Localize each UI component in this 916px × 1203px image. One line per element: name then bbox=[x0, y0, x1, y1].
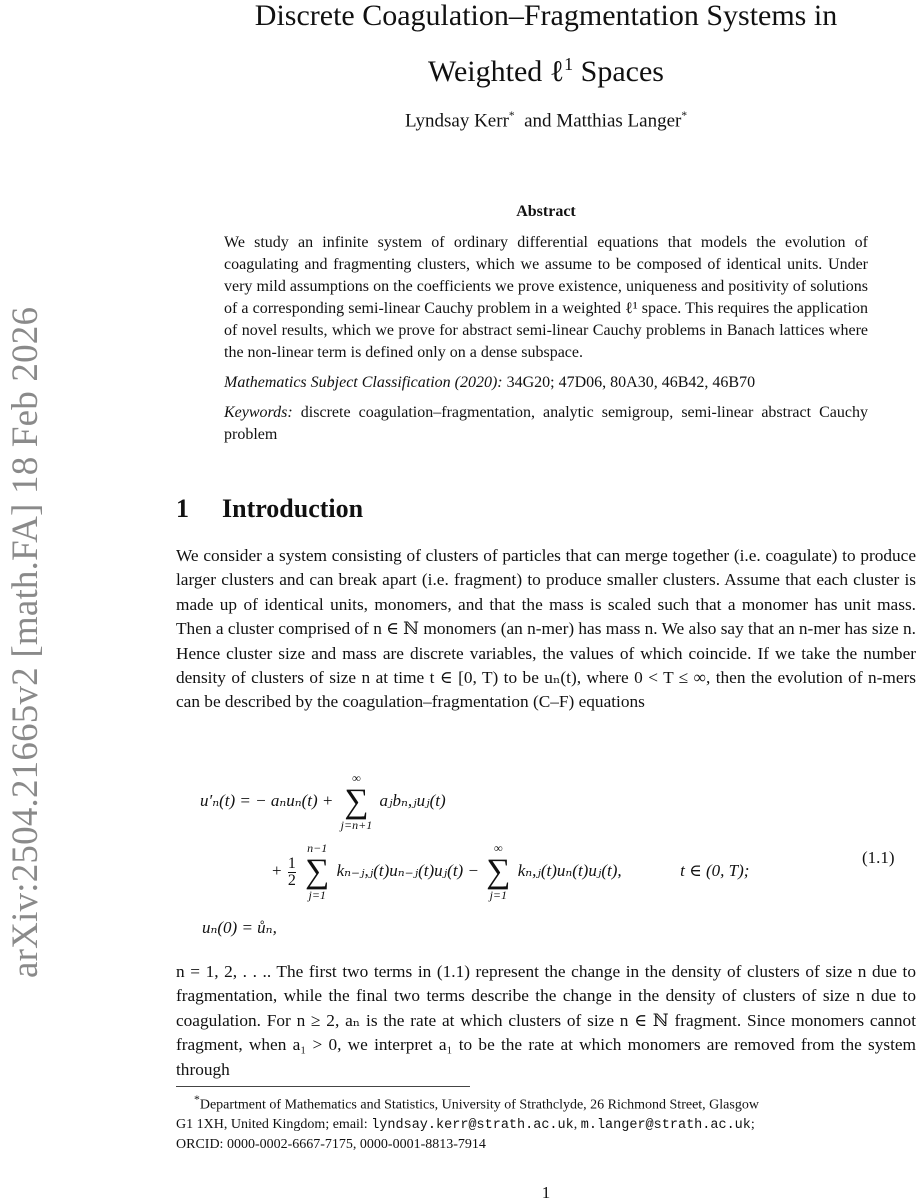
footnote-mark: * bbox=[194, 1093, 200, 1106]
author-footnote-mark: * bbox=[508, 110, 515, 122]
email-link-langer[interactable]: m.langer@strath.ac.uk bbox=[580, 1117, 751, 1133]
title-line-2-end: Spaces bbox=[573, 55, 664, 88]
author-joiner: and bbox=[524, 110, 552, 132]
eq-domain: t ∈ (0, T); bbox=[680, 860, 750, 880]
email-link-kerr[interactable]: lyndsay.kerr@strath.ac.uk bbox=[371, 1117, 574, 1133]
equation-line-1 bbox=[200, 772, 446, 832]
sum-upper-limit: ∞ bbox=[494, 841, 503, 855]
intro-paragraph-2: n = 1, 2, . . .. The first two terms in (1.1) represent the change in the density of clusters of size n due to fragmentation, while the final two terms describe the change in the density of clusters of size n due to coagulation. For n ≥ 2, aₙ is the rate at which clusters of size n ∈ ℕ fragment. Since monomers cannot fragment, when a₁ > 0, we interpret a₁ to be the rate at which monomers are removed from the system through bbox=[176, 962, 916, 1079]
fraction-denominator: 2 bbox=[287, 871, 296, 889]
eq-term-4: kₙ,ⱼ(t)uₙ(t)uⱼ(t), bbox=[517, 860, 622, 880]
abstract-text: We study an infinite system of ordinary differential equations that models the evolution of coagulating and fragmenting clusters, which we assume to be composed of identical units. Under very mild assumptions on the coefficients we prove existence, uniqueness and positivity of solutions of a corresponding semi-linear Cauchy problem in a weighted ℓ¹ space. This requires the application of novel results, which we prove for abstract semi-linear Cauchy problems in Banach lattices where the non-linear term is defined only on a dense subspace. bbox=[224, 234, 868, 361]
footnote-line-1 bbox=[176, 1090, 916, 1115]
author-name: Lyndsay Kerr bbox=[404, 110, 509, 132]
msc-line bbox=[224, 372, 868, 394]
page-number: 1 bbox=[541, 1183, 551, 1202]
intro-paragraph-1: We consider a system consisting of clusters of particles that can merge together (i.e. coagulate) to produce larger clusters and can break apart (i.e. fragment) to produce smaller clusters. Assume that each cluster is made up of identical units, monomers, and that the mass is scaled such that a monomer has unit mass. Then a cluster comprised of n ∈ ℕ monomers (an n-mer) has mass n. We also say that an n-mer has size n. Hence cluster size and mass are discrete variables, the values of which coincide. If we take the number density of clusters of size n at time t ∈ [0, T) to be uₙ(t), where 0 < T ≤ ∞, then the evolution of n-mers can be described by the coagulation–fragmentation (C–F) equations bbox=[176, 546, 916, 712]
author-list bbox=[176, 110, 916, 132]
footnote-divider bbox=[176, 1086, 470, 1087]
eq-term-3: kₙ₋ⱼ,ⱼ(t)uₙ₋ⱼ(t)uⱼ(t) − bbox=[336, 860, 479, 880]
arxiv-identifier-stamp: arXiv:2504.21665v2 [math.FA] 18 Feb 2026 bbox=[5, 306, 46, 978]
title-line-2-text: Weighted ℓ bbox=[428, 55, 565, 88]
keywords-line bbox=[224, 402, 868, 446]
eq-term-1: − aₙuₙ(t) + bbox=[255, 790, 334, 810]
title-line-2 bbox=[176, 40, 916, 96]
summation-symbol: n−1 ∑ j=1 bbox=[305, 841, 330, 902]
msc-label: Mathematics Subject Classification (2020): bbox=[224, 374, 503, 391]
footnote-address: G1 1XH, United Kingdom; email: bbox=[176, 1116, 372, 1132]
keywords-label: Keywords: bbox=[224, 404, 293, 421]
sum-lower-limit: j=1 bbox=[308, 888, 326, 902]
eq-plus: + bbox=[272, 860, 282, 880]
fraction-numerator: 1 bbox=[287, 854, 296, 872]
section-number: 1 bbox=[176, 494, 189, 523]
keywords-text: discrete coagulation–fragmentation, analytic semigroup, semi-linear abstract Cauchy problem bbox=[224, 404, 869, 443]
paper-title bbox=[176, 0, 916, 96]
equation-number: (1.1) bbox=[862, 848, 895, 867]
abstract-body bbox=[224, 232, 868, 454]
equation-initial-condition: uₙ(0) = ůₙ, bbox=[202, 918, 277, 937]
fraction-half bbox=[288, 856, 296, 889]
eq-lhs: u′ₙ(t) = bbox=[200, 790, 251, 810]
abstract-heading: Abstract bbox=[516, 203, 576, 220]
footnote-line-3: ORCID: 0000-0002-6667-7175, 0000-0001-8813-7914 bbox=[176, 1136, 486, 1152]
footnote bbox=[176, 1090, 916, 1154]
equation-line-2 bbox=[272, 842, 749, 902]
eq-term-2: aⱼbₙ,ⱼuⱼ(t) bbox=[379, 790, 446, 810]
section-title: Introduction bbox=[222, 494, 364, 523]
sum-lower-limit: j=1 bbox=[489, 888, 508, 902]
title-superscript: 1 bbox=[564, 54, 574, 74]
footnote-line-end: ; bbox=[750, 1116, 755, 1132]
footnote-affiliation: Department of Mathematics and Statistics, University of Strathclyde, 26 Richmond Street, Glasgow bbox=[199, 1097, 759, 1113]
title-line-1: Discrete Coagulation–Fragmentation Systems in bbox=[254, 0, 838, 32]
author-footnote-mark: * bbox=[681, 110, 688, 122]
sum-upper-limit: ∞ bbox=[352, 771, 361, 785]
sum-lower-limit: j=n+1 bbox=[340, 818, 373, 832]
msc-codes: 34G20; 47D06, 80A30, 46B42, 46B70 bbox=[506, 374, 756, 391]
email-separator: , bbox=[573, 1116, 581, 1132]
section-heading bbox=[176, 494, 363, 524]
summation-symbol: ∞ ∑ j=1 bbox=[486, 841, 511, 902]
footnote-line-2 bbox=[176, 1115, 916, 1135]
author-name: Matthias Langer bbox=[556, 110, 682, 132]
sum-upper-limit: n−1 bbox=[307, 841, 328, 855]
summation-symbol: ∞ ∑ j=n+1 bbox=[340, 771, 373, 832]
